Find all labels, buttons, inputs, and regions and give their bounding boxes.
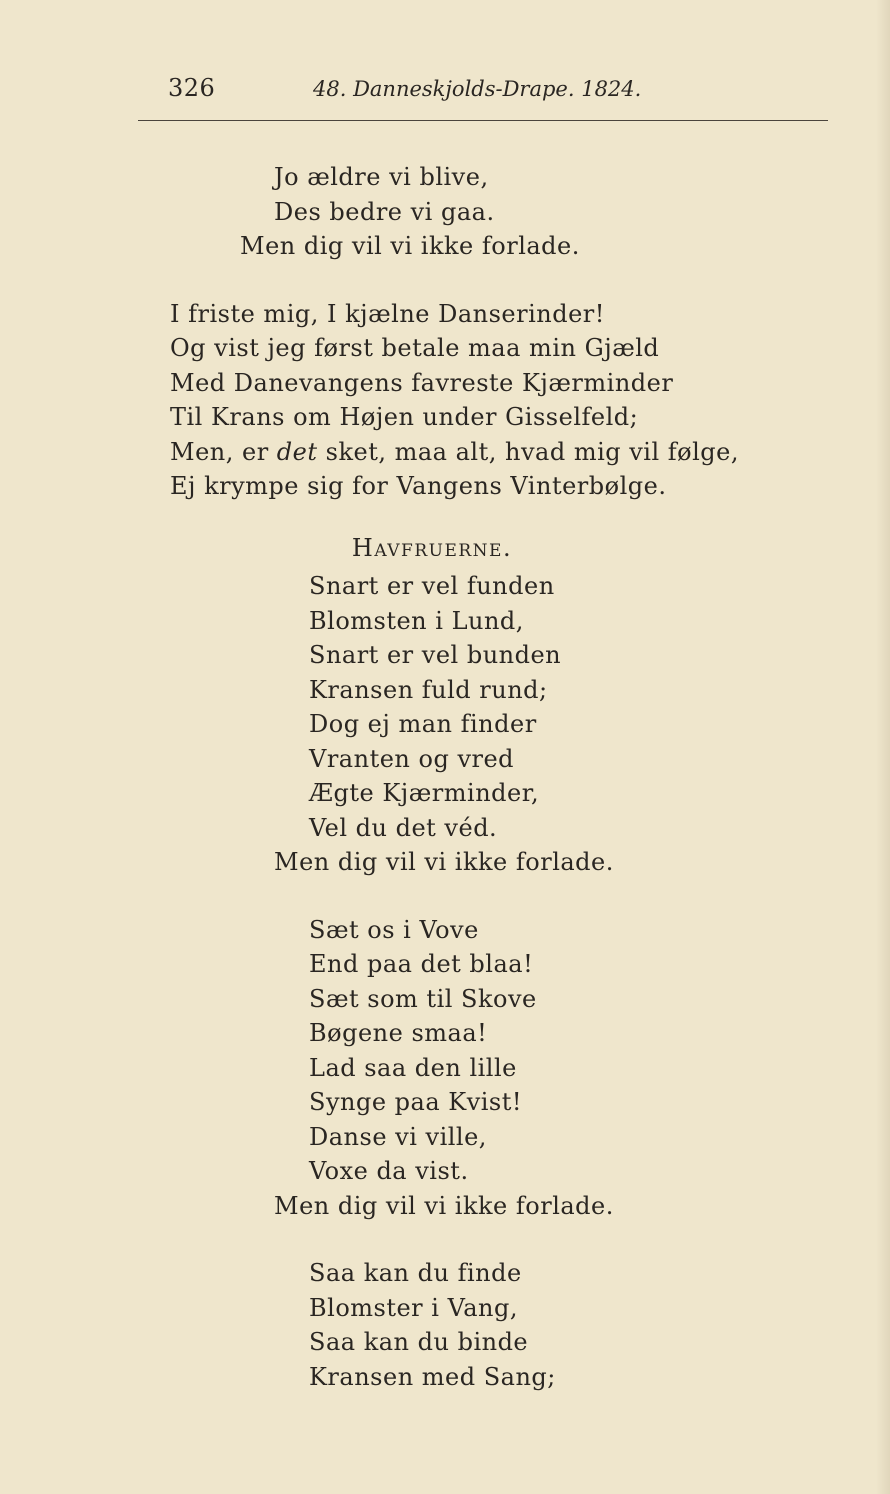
poem-text — [0, 160, 890, 1427]
poem-line: Synge paa Kvist! — [309, 1088, 523, 1116]
section-heading: Havfruerne. — [351, 533, 513, 562]
line-text: sket, maa alt, hvad mig vil følge, — [317, 437, 739, 466]
poem-line: Sæt os i Vove — [309, 915, 479, 944]
poem-line: Des bedre vi gaa. — [274, 197, 495, 226]
poem-line: Og vist jeg først betale maa min Gjæld — [170, 334, 660, 362]
poem-line: I friste mig, I kjælne Danserinder! — [170, 299, 605, 328]
stanza-2 — [0, 297, 890, 504]
stanza-3 — [0, 569, 890, 880]
poem-line: Snart er vel funden — [309, 572, 555, 600]
line-text: Men, er — [170, 437, 277, 466]
page-number: 326 — [168, 74, 216, 102]
poem-line: End paa det blaa! — [309, 950, 534, 978]
poem-line: Dog ej man finder — [309, 710, 537, 738]
poem-line: Til Krans om Højen under Gisselfeld; — [170, 403, 639, 431]
poem-line: Ej krympe sig for Vangens Vinterbølge. — [170, 472, 667, 500]
poem-line: Blomsten i Lund, — [309, 606, 524, 635]
poem-line — [0, 435, 890, 470]
poem-line: Ægte Kjærminder, — [309, 779, 540, 807]
poem-line: Lad saa den lille — [309, 1053, 517, 1082]
stanza-1 — [0, 160, 890, 264]
stanza-4 — [0, 913, 890, 1224]
poem-line: Vranten og vred — [309, 744, 515, 773]
running-head: 48. Danneskjolds-Drape. 1824. — [313, 77, 642, 101]
refrain-line: Men dig vil vi ikke forlade. — [274, 1191, 614, 1220]
poem-line: Med Danevangens favreste Kjærminder — [170, 368, 674, 397]
poem-line: Sæt som til Skove — [309, 984, 537, 1013]
header-rule — [138, 120, 828, 121]
poem-line: Kransen fuld rund; — [309, 675, 548, 704]
poem-line: Vel du det véd. — [309, 813, 498, 842]
poem-line: Saa kan du finde — [309, 1259, 522, 1287]
italic-word: det — [276, 437, 318, 466]
poem-line: Blomster i Vang, — [309, 1293, 518, 1322]
page-header — [168, 74, 728, 114]
poem-line: Kransen med Sang; — [309, 1362, 556, 1391]
stanza-5 — [0, 1256, 890, 1394]
poem-line: Voxe da vist. — [309, 1157, 469, 1185]
poem-line: Saa kan du binde — [309, 1328, 529, 1356]
poem-line: Danse vi ville, — [309, 1122, 487, 1151]
refrain-line: Men dig vil vi ikke forlade. — [240, 232, 580, 260]
refrain-line: Men dig vil vi ikke forlade. — [274, 848, 614, 876]
poem-line: Bøgene smaa! — [309, 1019, 488, 1047]
poem-line: Jo ældre vi blive, — [274, 163, 489, 191]
poem-line: Snart er vel bunden — [309, 641, 562, 669]
